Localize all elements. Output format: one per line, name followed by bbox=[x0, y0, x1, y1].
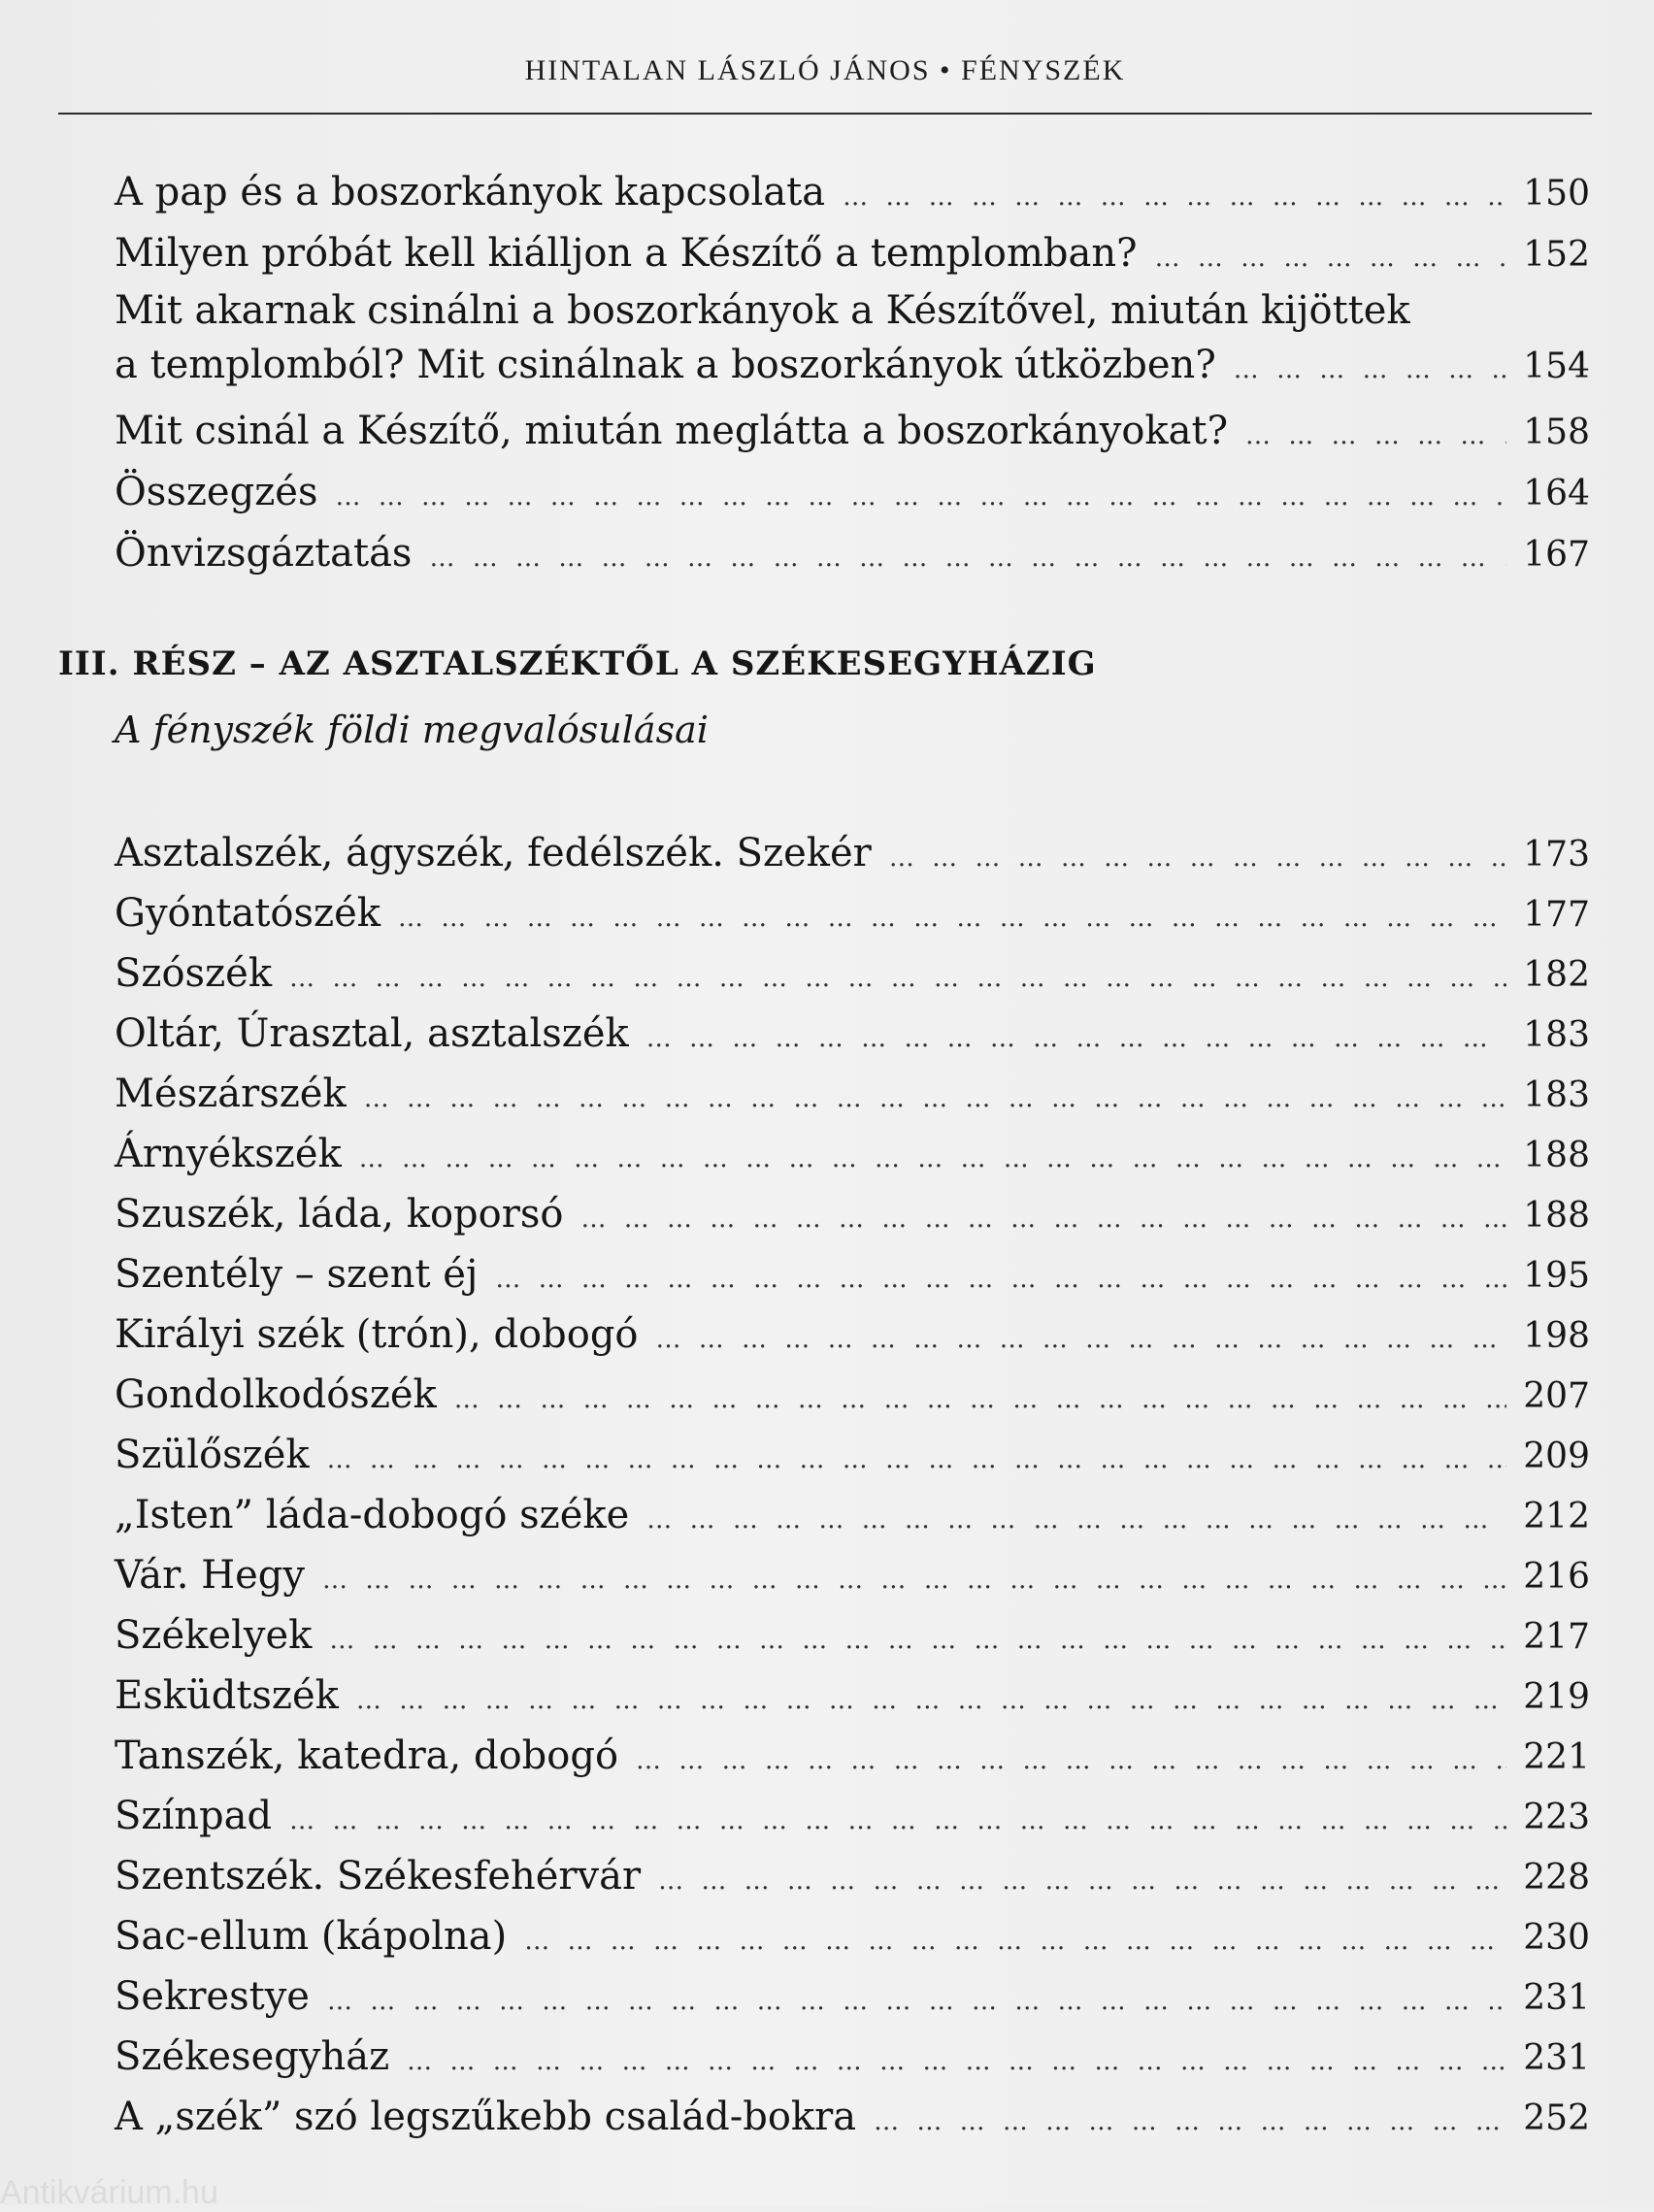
toc-entry-page: 230 bbox=[1523, 1918, 1590, 1958]
toc-entry-page: 252 bbox=[1523, 2098, 1590, 2138]
toc-entry bbox=[115, 226, 1590, 281]
toc-entry-title: Gyóntatószék bbox=[115, 891, 380, 936]
toc-entry-title: „Isten” láda-dobogó széke bbox=[115, 1493, 630, 1537]
dot-leader bbox=[1245, 409, 1506, 463]
toc-entry-page: 221 bbox=[1523, 1737, 1590, 1777]
toc-entry bbox=[115, 1007, 1590, 1061]
toc-entry-title: Összegzés bbox=[115, 470, 318, 514]
toc-entry bbox=[115, 1307, 1590, 1362]
toc-entry bbox=[115, 1608, 1590, 1663]
toc-entry bbox=[115, 283, 1590, 392]
toc-entry-title: Asztalszék, ágyszék, fedélszék. Szekér bbox=[115, 831, 872, 875]
toc-entry-page: 173 bbox=[1523, 835, 1590, 875]
toc-entry-page: 231 bbox=[1523, 1978, 1590, 2018]
dot-leader bbox=[322, 1553, 1506, 1607]
toc-entry-page: 177 bbox=[1523, 895, 1590, 935]
toc-entry-title: Szentély – szent éj bbox=[115, 1252, 479, 1297]
toc-entry-page: 231 bbox=[1523, 2038, 1590, 2078]
dot-leader bbox=[364, 1072, 1506, 1126]
toc-entry bbox=[115, 526, 1590, 580]
toc-entry-page: 198 bbox=[1523, 1316, 1590, 1356]
toc-entry-page: 212 bbox=[1523, 1497, 1590, 1536]
toc-entry bbox=[115, 404, 1590, 458]
toc-entry bbox=[115, 1127, 1590, 1181]
toc-entry-title: Székelyek bbox=[115, 1613, 313, 1658]
toc-entry bbox=[115, 465, 1590, 519]
watermark-text: Antikvárium.hu bbox=[0, 2174, 218, 2211]
toc-entry bbox=[115, 1067, 1590, 1121]
toc-entry bbox=[115, 1909, 1590, 1964]
toc-entry-page: 195 bbox=[1523, 1256, 1590, 1296]
dot-leader bbox=[646, 1493, 1506, 1547]
dot-leader bbox=[327, 1433, 1506, 1487]
toc-entry bbox=[115, 946, 1590, 1001]
dot-leader bbox=[329, 1613, 1506, 1667]
dot-leader bbox=[289, 1794, 1506, 1848]
toc-entry-title: Önvizsgáztatás bbox=[115, 531, 413, 576]
toc-entry-title: Szentszék. Székesfehérvár bbox=[115, 1854, 642, 1898]
toc-entry-title: A pap és a boszorkányok kapcsolata bbox=[115, 170, 826, 215]
toc-entry-page: 207 bbox=[1523, 1376, 1590, 1416]
dot-leader bbox=[335, 470, 1506, 524]
dot-leader bbox=[889, 831, 1506, 885]
part-heading: III. RÉSZ – AZ ASZTALSZÉKTŐL A SZÉKESEGYHÁZIG bbox=[58, 644, 1097, 683]
toc-entry bbox=[115, 2090, 1590, 2144]
toc-entry bbox=[115, 1548, 1590, 1602]
toc-entry-page: 217 bbox=[1523, 1617, 1590, 1657]
toc-entry-title: Gondolkodószék bbox=[115, 1372, 437, 1417]
dot-leader bbox=[327, 1974, 1506, 2029]
toc-entry-page: 167 bbox=[1523, 535, 1590, 575]
toc-entry bbox=[115, 1789, 1590, 1843]
header-rule bbox=[58, 113, 1592, 115]
toc-entry bbox=[115, 826, 1590, 880]
toc-entry bbox=[115, 1488, 1590, 1542]
dot-leader bbox=[454, 1372, 1506, 1427]
toc-entry-page: 158 bbox=[1523, 413, 1590, 452]
dot-leader bbox=[1234, 343, 1506, 397]
toc-entry-page: 182 bbox=[1523, 955, 1590, 995]
toc-entry-title: A „szék” szó legszűkebb család-bokra bbox=[115, 2095, 857, 2139]
dot-leader bbox=[356, 1673, 1506, 1728]
toc-entry-title: Milyen próbát kell kiálljon a Készítő a templomban? bbox=[115, 231, 1138, 276]
toc-entry bbox=[115, 1247, 1590, 1302]
dot-leader bbox=[843, 170, 1506, 224]
toc-entry-title: Szülőszék bbox=[115, 1433, 310, 1477]
toc-entry-title: Szószék bbox=[115, 951, 273, 996]
dot-leader bbox=[658, 1854, 1506, 1908]
toc-entry-title: Oltár, Úrasztal, asztalszék bbox=[115, 1011, 629, 1056]
toc-entry-page: 188 bbox=[1523, 1136, 1590, 1175]
toc-entry-title: Vár. Hegy bbox=[115, 1553, 305, 1598]
toc-entry-page: 154 bbox=[1523, 347, 1590, 386]
toc-entry-page: 183 bbox=[1523, 1075, 1590, 1115]
toc-entry-page: 150 bbox=[1523, 174, 1590, 214]
dot-leader bbox=[580, 1192, 1506, 1246]
toc-entry bbox=[115, 1849, 1590, 1903]
toc-entry-page: 228 bbox=[1523, 1858, 1590, 1898]
toc-entry-page: 219 bbox=[1523, 1677, 1590, 1717]
toc-entry-title-line2: a templomból? Mit csinálnak a boszorkányok útközben? bbox=[115, 343, 1216, 387]
toc-entry bbox=[115, 1969, 1590, 2024]
toc-entry-page: 223 bbox=[1523, 1798, 1590, 1837]
dot-leader bbox=[289, 951, 1506, 1006]
toc-entry bbox=[115, 1187, 1590, 1241]
toc-entry-title: Királyi szék (trón), dobogó bbox=[115, 1312, 639, 1357]
running-header: HINTALAN LÁSZLÓ JÁNOS • FÉNYSZÉK bbox=[524, 54, 1126, 86]
toc-entry bbox=[115, 1428, 1590, 1482]
toc-entry-title: Mit csinál a Készítő, miután meglátta a boszorkányokat? bbox=[115, 409, 1229, 453]
toc-entry-title: Sekrestye bbox=[115, 1974, 310, 2019]
toc-entry bbox=[115, 1668, 1590, 1723]
dot-leader bbox=[646, 1011, 1506, 1066]
dot-leader bbox=[359, 1132, 1506, 1186]
toc-entry-page: 216 bbox=[1523, 1557, 1590, 1597]
toc-entry-title: Színpad bbox=[115, 1794, 273, 1838]
dot-leader bbox=[398, 891, 1506, 945]
toc-entry-page: 188 bbox=[1523, 1196, 1590, 1236]
dot-leader bbox=[407, 2034, 1506, 2089]
toc-entry-title: Sac-ellum (kápolna) bbox=[115, 1914, 508, 1959]
toc-entry-title-line1: Mit akarnak csinálni a boszorkányok a Készítővel, miután kijöttek bbox=[115, 288, 1410, 333]
toc-entry-page: 152 bbox=[1523, 235, 1590, 275]
dot-leader bbox=[656, 1312, 1506, 1367]
toc-entry-title: Mészárszék bbox=[115, 1072, 347, 1116]
toc-entry-page: 164 bbox=[1523, 474, 1590, 513]
dot-leader bbox=[429, 531, 1506, 585]
toc-entry-page: 183 bbox=[1523, 1015, 1590, 1055]
part-subtitle: A fényszék földi megvalósulásai bbox=[115, 709, 709, 751]
toc-entry-title: Árnyékszék bbox=[115, 1132, 342, 1176]
toc-entry-page: 209 bbox=[1523, 1436, 1590, 1476]
dot-leader bbox=[874, 2095, 1506, 2149]
toc-entry bbox=[115, 1729, 1590, 1783]
toc-entry-title: Tanszék, katedra, dobogó bbox=[115, 1733, 619, 1778]
toc-entry bbox=[115, 1368, 1590, 1422]
toc-entry bbox=[115, 886, 1590, 941]
dot-leader bbox=[495, 1252, 1506, 1306]
toc-entry-line2 bbox=[115, 338, 1590, 397]
toc-entry-title: Esküdtszék bbox=[115, 1673, 339, 1718]
dot-leader bbox=[524, 1914, 1506, 1968]
toc-entry-title: Székesegyház bbox=[115, 2034, 390, 2079]
dot-leader bbox=[636, 1733, 1506, 1788]
dot-leader bbox=[1155, 231, 1506, 285]
toc-entry-title: Szuszék, láda, koporsó bbox=[115, 1192, 564, 1237]
toc-entry bbox=[115, 165, 1590, 219]
toc-entry bbox=[115, 2030, 1590, 2084]
